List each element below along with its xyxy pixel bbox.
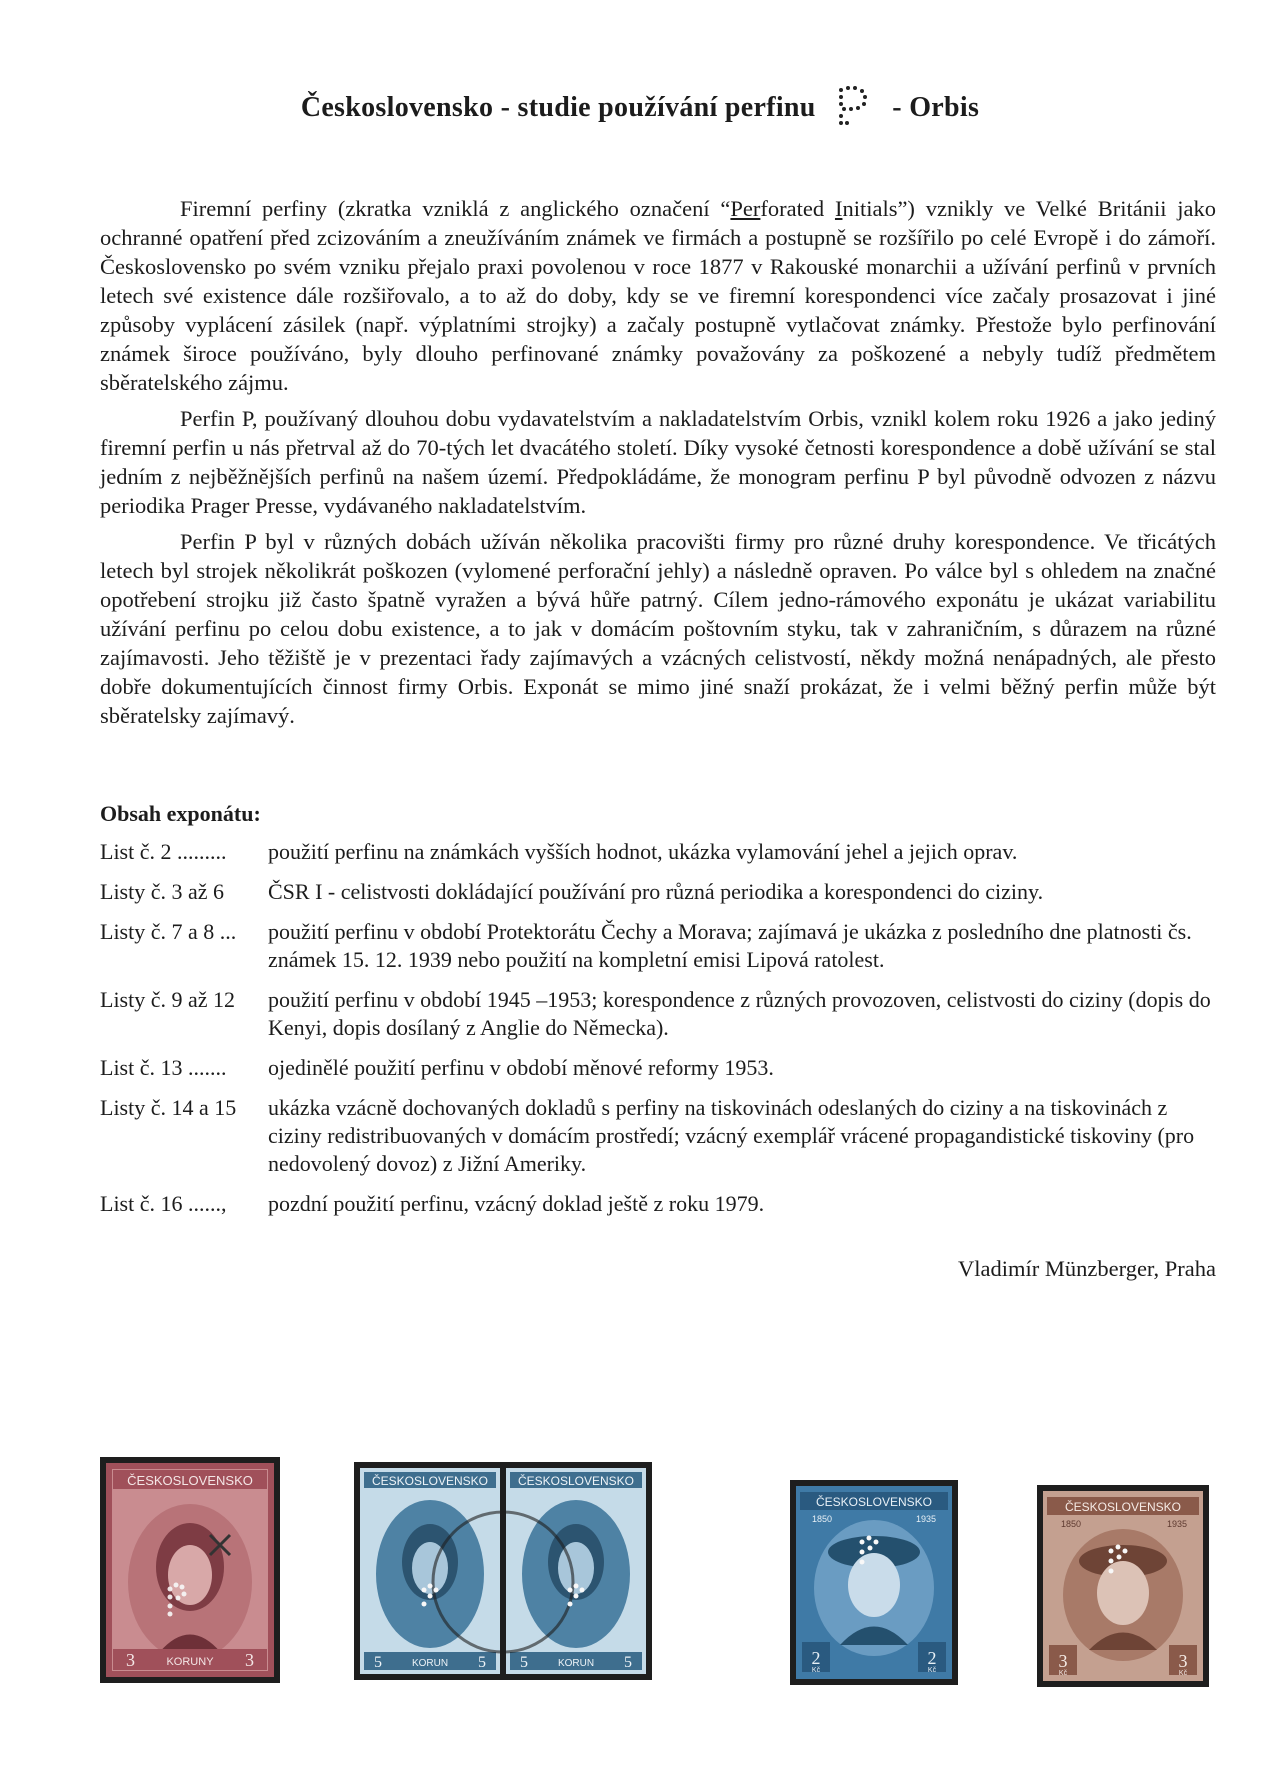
title-text: Československo - studie používání perfinu: [300, 92, 816, 123]
stamp-3-kc: [1037, 1485, 1209, 1687]
svg-text:Kč: Kč: [811, 1667, 821, 1674]
svg-text:ČESKOSLOVENSKO: ČESKOSLOVENSKO: [517, 1474, 635, 1488]
svg-text:5: 5: [520, 1654, 528, 1671]
title-suffix: - Orbis: [892, 92, 980, 123]
stamp-3-koruny: [100, 1457, 280, 1683]
svg-text:5: 5: [374, 1654, 382, 1671]
contents-heading: Obsah exponátu:: [100, 801, 261, 826]
svg-text:KORUNY: KORUNY: [166, 1656, 214, 1668]
svg-text:5: 5: [478, 1654, 486, 1671]
svg-text:Kč: Kč: [927, 1667, 937, 1674]
contents-item: Listy č. 7 a 8 ... použití perfinu v období Protektorátu Čechy a Morava; zajímavá je ukázka z posledního dne platnosti čs. známek 15. 12. 1939 nebo použití na kompletní emisi Lipová ratolest.: [100, 919, 1192, 972]
svg-text:5: 5: [624, 1654, 632, 1671]
exhibit-contents: [100, 800, 1216, 1230]
svg-text:3: 3: [126, 1650, 135, 1670]
page-title: [0, 84, 1280, 130]
svg-text:ČESKOSLOVENSKO: ČESKOSLOVENSKO: [371, 1474, 489, 1488]
svg-text:2: 2: [811, 1648, 821, 1668]
svg-text:ČESKOSLOVENSKO: ČESKOSLOVENSKO: [815, 1495, 933, 1509]
svg-text:ČESKOSLOVENSKO: ČESKOSLOVENSKO: [1064, 1500, 1182, 1514]
contents-item: Listy č. 9 až 12 použití perfinu v období 1945 –1953; korespondence z různých provozoven, celistvosti do ciziny (dopis do Kenyi, dopis dosílaný z Anglie do Německa).: [100, 987, 1211, 1040]
contents-item: Listy č. 14 a 15 ukázka vzácně dochovaných dokladů s perfiny na tiskovinách odeslaných do ciziny a na tiskovinách z ciziny redistribuovaných v domácím prostředí; vzácný exemplář vrácené propagandistické tiskoviny (pro nedovolený dovoz) z Jižní Ameriky.: [100, 1095, 1195, 1176]
svg-text:1850: 1850: [1061, 1519, 1082, 1529]
intro-paragraph-1: Firemní perfiny (zkratka vzniklá z anglického označení “Perforated Initials”) vznikly ve Velké Británii jako ochranné opatření před zcizováním a zneužíváním známek ve firmách a postupně se rozšířilo po celé Evropě i do zámoří. Československo po svém vzniku přejalo praxi povolenou v roce 1877 v Rakouské monarchii a užívání perfinů v prvních letech své existence dále rozšiřovalo, a to až do doby, kdy se ve firemní korespondenci více začaly prosazovat i jiné způsoby vyplácení zásilek (např. výplatními strojky) a začaly postupně vytlačovat známky. Přestože bylo perfinování známek široce používáno, byly dlouho perfinované známky považovány za poškozené a nebyly tudíž předmětem sběratelského zájmu.: [100, 196, 1216, 395]
svg-text:1850: 1850: [812, 1514, 833, 1524]
svg-text:KORUN: KORUN: [411, 1658, 449, 1669]
svg-text:KORUN: KORUN: [557, 1658, 595, 1669]
svg-text:1935: 1935: [915, 1514, 936, 1524]
svg-text:Kč: Kč: [1178, 1670, 1188, 1677]
svg-text:3: 3: [1178, 1651, 1188, 1671]
svg-text:3: 3: [245, 1650, 254, 1670]
author-signature: Vladimír Münzberger, Praha: [958, 1256, 1216, 1281]
contents-item: List č. 16 ......, pozdní použití perfinu, vzácný doklad ještě z roku 1979.: [100, 1191, 765, 1216]
svg-text:1935: 1935: [1166, 1519, 1187, 1529]
svg-text:2: 2: [927, 1648, 937, 1668]
perfin-p-icon: [831, 84, 877, 130]
contents-item: List č. 2 ......... použití perfinu na známkách vyšších hodnot, ukázka vylamování jehel a jejich oprav.: [100, 839, 1018, 864]
svg-text:Kč: Kč: [1058, 1670, 1068, 1677]
stamp-pair-5-korun: [354, 1462, 652, 1680]
svg-text:3: 3: [1058, 1651, 1068, 1671]
stamp-country: ČESKOSLOVENSKO: [127, 1473, 253, 1488]
stamp-2-kc: [790, 1480, 958, 1685]
contents-item: Listy č. 3 až 6 ČSR I - celistvosti dokládající používání pro různá periodika a korespondenci do ciziny.: [100, 879, 1044, 904]
intro-paragraph-3: Perfin P byl v různých dobách užíván několika pracovišti firmy pro různé druhy korespondence. Ve třicátých letech byl strojek několikrát poškozen (vylomené perforační jehly) a následně opraven. Po válce byl s ohledem na značné opotřebení strojku již často špatně vyražen a bývá hůře patrný. Cílem jedno-rámového exponátu je ukázat variabilitu užívání perfinu po celou dobu existence, a to jak v domácím poštovním styku, tak v zahraničním, s důrazem na různé zajímavosti. Jeho těžiště je v prezentaci řady zajímavých a vzácných celistvostí, někdy možná nenápadných, ale přesto dobře dokumentujících činnost firmy Orbis. Exponát se mimo jiné snaží prokázat, že i velmi běžný perfin může být sběratelsky zajímavý.: [100, 529, 1216, 728]
contents-item: List č. 13 ....... ojedinělé použití perfinu v období měnové reformy 1953.: [100, 1055, 774, 1080]
intro-paragraph-2: Perfin P, používaný dlouhou dobu vydavatelstvím a nakladatelstvím Orbis, vznikl kolem roku 1926 a jako jediný firemní perfin u nás přetrval až do 70-tých let dvacátého století. Díky vysoké četnosti korespondence a době užívání se stal jedním z nejběžnějších perfinů na našem území. Předpokládáme, že monogram perfinu P byl původně odvozen z názvu periodika Prager Presse, vydávaného nakladatelstvím.: [100, 406, 1216, 518]
intro-text: [100, 194, 1216, 737]
